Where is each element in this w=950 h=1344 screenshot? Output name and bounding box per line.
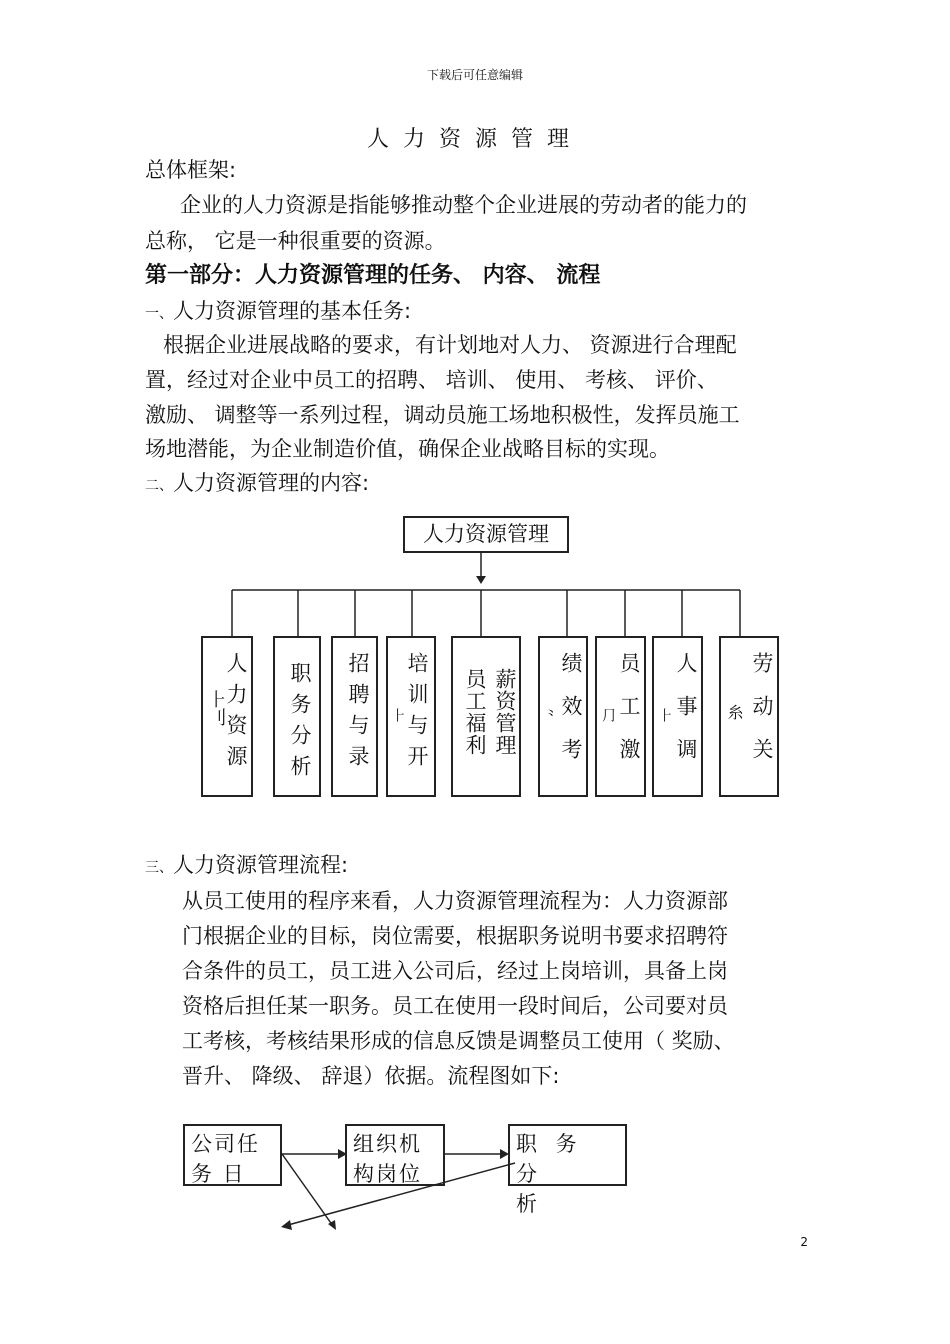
page-header: 下载后可任意编辑	[426, 68, 523, 82]
section1-line-1: 根据企业进展战略的要求，有计划地对人力、 资源进行合理配	[163, 333, 737, 357]
org-child-label: 人力资源	[224, 652, 248, 776]
org-child-side-mark: ⺊刂	[206, 690, 227, 726]
section3-line-3: 合条件的员工，员工进入公司后，经过上岗培训，具备上岗	[182, 959, 728, 983]
flow-box-line: 构岗位	[353, 1162, 422, 1186]
section1-number: 一、	[145, 306, 173, 322]
section3-title: 人力资源管理流程:	[173, 853, 349, 877]
org-child-label: 员工激	[617, 652, 641, 781]
org-child-label: 人事调	[674, 652, 698, 781]
org-child-label: 薪资管理	[493, 668, 517, 756]
org-child-label: 培训与开	[405, 652, 429, 776]
intro-line-1: 企业的人力资源是指能够推动整个企业进展的劳动者的能力的	[180, 193, 747, 217]
section3-line-6: 晋升、 降级、 辞退）依据。流程图如下:	[182, 1064, 560, 1088]
org-child-label: 职务分析	[288, 662, 312, 786]
document-title: 人力资源管理	[366, 127, 583, 152]
intro-line-2: 总称， 它是一种很重要的资源。	[145, 229, 446, 253]
section3-line-1: 从员工使用的程序来看，人力资源管理流程为：人力资源部	[182, 889, 728, 913]
section2-number: 二、	[145, 478, 173, 494]
org-child-label: 招聘与录	[346, 652, 370, 776]
section2-title: 人力资源管理的内容:	[173, 471, 370, 495]
section1-line-4: 场地潜能，为企业制造价值，确保企业战略目标的实现。	[145, 437, 670, 461]
flow-box-line: 析	[516, 1192, 543, 1216]
org-child-side-mark: ⺆	[600, 708, 616, 722]
overview-label: 总体框架:	[145, 158, 237, 182]
section1-title: 人力资源管理的基本任务:	[173, 299, 412, 323]
org-child-label-secondary: 员工福利	[463, 668, 487, 756]
section3-line-4: 资格后担任某一职务。员工在使用一段时间后，公司要对员	[182, 994, 728, 1018]
section1-line-3: 激励、 调整等一系列过程，调动员施工场地积极性，发挥员施工	[145, 403, 740, 427]
part1-heading: 第一部分：人力资源管理的任务、 内容、 流程	[145, 263, 601, 288]
org-child-side-mark: ⺀	[542, 708, 558, 722]
flow-box-org-structure	[345, 1124, 445, 1186]
flow-box-company-task	[183, 1124, 282, 1186]
section3-line-5: 工考核，考核结果形成的信息反馈是调整员工使用（ 奖励、	[182, 1029, 735, 1053]
org-child-side-mark: ⺊	[657, 708, 673, 722]
flow-box-line: 务 日	[191, 1162, 246, 1186]
section1-line-2: 置，经过对企业中员工的招聘、 培训、 使用、 考核、 评价、	[145, 368, 718, 392]
page-number: 2	[800, 1235, 808, 1249]
flow-box-line: 公司任	[191, 1132, 260, 1156]
org-child-label: 劳动关	[750, 652, 774, 781]
flow-box-job-analysis	[508, 1124, 627, 1216]
flow-box-line: 组织机	[353, 1132, 422, 1156]
flow-box-line: 职 务 分	[516, 1132, 583, 1186]
org-child-side-mark: ⺊	[390, 708, 406, 722]
section3-number: 三、	[145, 860, 173, 876]
org-root-label: 人力资源管理	[423, 522, 549, 546]
org-child-side-mark: 糸	[725, 704, 744, 720]
org-child-label: 绩效考	[559, 652, 583, 781]
section3-line-2: 门根据企业的目标，岗位需要，根据职务说明书要求招聘符	[182, 924, 728, 948]
